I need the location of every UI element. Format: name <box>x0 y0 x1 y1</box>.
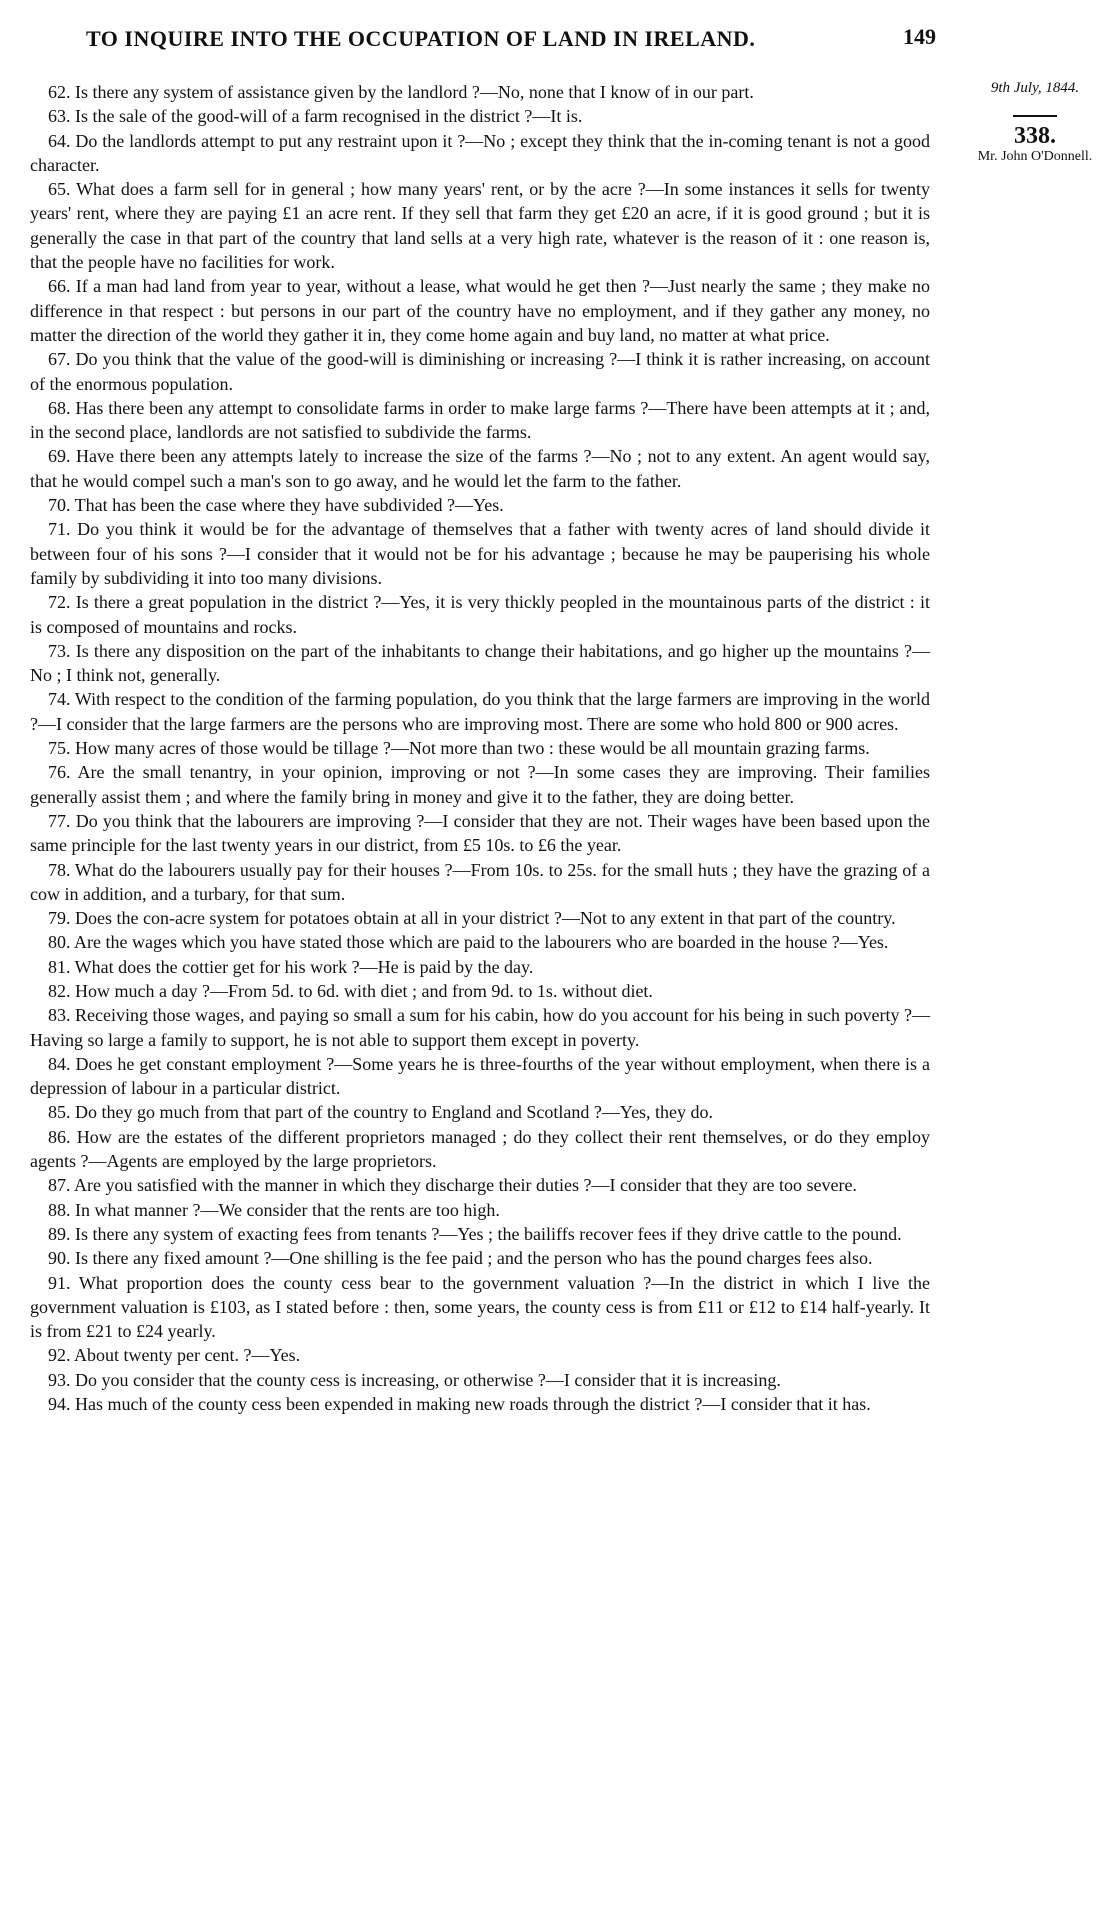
testimony-paragraph: 82. How much a day ?—From 5d. to 6d. with diet ; and from 9d. to 1s. without diet. <box>48 980 653 1001</box>
testimony-paragraph: 66. If a man had land from year to year, without a lease, what would he get then ?—Just nearly the same ; they make no difference in that respect : but persons in our part of the country have no employment, and if they gather any money, no matter the direction of the world they gather it in, they come home again and buy land, no matter at what price. <box>30 276 930 345</box>
margin-rule <box>1013 115 1057 117</box>
testimony-paragraph: 94. Has much of the county cess been expended in making new roads through the district ?—I consider that it has. <box>48 1394 871 1415</box>
margin-note <box>950 80 1120 165</box>
testimony-paragraph: 81. What does the cottier get for his work ?—He is paid by the day. <box>48 956 534 977</box>
testimony-paragraph: 89. Is there any system of exacting fees from tenants ?—Yes ; the bailiffs recover fees if they drive cattle to the pound. <box>48 1223 902 1244</box>
testimony-paragraph: 88. In what manner ?—We consider that the rents are too high. <box>48 1199 500 1220</box>
testimony-paragraph: 71. Do you think it would be for the advantage of themselves that a father with twenty acres of land should divide it between four of his sons ?—I consider that it would not be for his advantage ; because he may be pauperising his whole family by subdividing it into too many divisions. <box>30 519 930 588</box>
testimony-paragraph: 84. Does he get constant employment ?—Some years he is three-fourths of the year without employment, when there is a depression of labour in a particular district. <box>30 1053 930 1099</box>
page-number: 149 <box>903 24 936 49</box>
testimony-paragraph: 86. How are the estates of the different proprietors managed ; do they collect their rent themselves, or do they employ agents ?—Agents are employed by the large proprietors. <box>30 1126 930 1172</box>
testimony-paragraph: 78. What do the labourers usually pay for their houses ?—From 10s. to 25s. for the small huts ; they have the grazing of a cow in addition, and a turbary, for that sum. <box>30 859 930 904</box>
testimony-paragraph: 85. Do they go much from that part of the country to England and Scotland ?—Yes, they do. <box>48 1102 714 1123</box>
testimony-paragraph: 70. That has been the case where they have subdivided ?—Yes. <box>48 495 504 516</box>
testimony-paragraph: 87. Are you satisfied with the manner in which they discharge their duties ?—I consider that they are too severe. <box>48 1175 857 1196</box>
testimony-paragraph: 62. Is there any system of assistance given by the landlord ?—No, none that I know of in our part. <box>48 82 754 102</box>
testimony-paragraph: 65. What does a farm sell for in general ; how many years' rent, or by the acre ?—In some instances it sells for twenty years' rent, where they are paying £1 an acre rent. If they sell that farm they get £20 an acre, if it is good ground ; but it is generally the case in that part of the country that land sells at a very high rate, whatever is the reason of it : one reason is, that the people have no facilities for work. <box>30 179 930 273</box>
testimony-paragraph: 93. Do you consider that the county cess is increasing, or otherwise ?—I consider that it is increasing. <box>48 1369 781 1390</box>
testimony-paragraph: 67. Do you think that the value of the good-will is diminishing or increasing ?—I think it is rather increasing, on account of the enormous population. <box>30 349 930 394</box>
testimony-paragraph: 80. Are the wages which you have stated those which are paid to the labourers who are boarded in the house ?—Yes. <box>48 932 889 953</box>
testimony-paragraph: 68. Has there been any attempt to consolidate farms in order to make large farms ?—There have been attempts at it ; and, in the second place, landlords are not satisfied to subdivide the farms. <box>30 397 930 443</box>
testimony-paragraph: 69. Have there been any attempts lately to increase the size of the farms ?—No ; not to any extent. An agent would say, that he would compel such a man's son to go away, and he would let the farm to the father. <box>30 446 930 491</box>
header-title: TO INQUIRE INTO THE OCCUPATION OF LAND IN IRELAND. <box>86 26 756 51</box>
testimony-paragraph: 91. What proportion does the county cess bear to the government valuation ?—In the district in which I live the government valuation is £103, as I stated before : then, some years, the county cess is from £11 or £12 to £14 half-yearly. It is from £21 to £24 yearly. <box>30 1272 930 1342</box>
testimony-paragraph: 90. Is there any fixed amount ?—One shilling is the fee paid ; and the person who has the pound charges fees also. <box>48 1248 873 1269</box>
testimony-paragraph: 92. About twenty per cent. ?—Yes. <box>48 1345 301 1366</box>
witness-number: 338. <box>1014 123 1056 149</box>
testimony-paragraph: 73. Is there any disposition on the part of the inhabitants to change their habitations, and go higher up the mountains ?—No ; I think not, generally. <box>30 640 930 686</box>
testimony-paragraph: 77. Do you think that the labourers are improving ?—I consider that they are not. Their wages have been based upon the same principle for the last twenty years in our district, from £5 10s. to £6 the year. <box>30 810 930 856</box>
testimony-paragraph: 76. Are the small tenantry, in your opinion, improving or not ?—In some cases they are improving. Their families generally assist them ; and where the family bring in money and give it to the father, they are doing better. <box>30 762 930 807</box>
margin-date: 9th July, 1844. <box>990 80 1080 96</box>
testimony-paragraph: 79. Does the con-acre system for potatoes obtain at all in your district ?—Not to any extent in that part of the country. <box>48 908 896 929</box>
testimony-paragraph: 74. With respect to the condition of the farming population, do you think that the large farmers are improving in the world ?—I consider that the large farmers are the persons who are improving most. There are some who hold 800 or 900 acres. <box>30 689 930 734</box>
witness-name: Mr. John O'Donnell. <box>977 149 1093 164</box>
testimony-paragraph: 64. Do the landlords attempt to put any restraint upon it ?—No ; except they think that the in-coming tenant is not a good character. <box>30 130 930 175</box>
testimony-paragraph: 75. How many acres of those would be tillage ?—Not more than two : these would be all mountain grazing farms. <box>48 738 870 759</box>
testimony-paragraph: 72. Is there a great population in the district ?—Yes, it is very thickly peopled in the mountainous parts of the district : it is composed of mountains and rocks. <box>30 592 930 637</box>
testimony-paragraph: 83. Receiving those wages, and paying so small a sum for his cabin, how do you account for his being in such poverty ?—Having so large a family to support, he is not able to support them except in poverty. <box>30 1005 930 1050</box>
body-text <box>30 80 930 1416</box>
testimony-paragraph: 63. Is the sale of the good-will of a farm recognised in the district ?—It is. <box>48 106 583 127</box>
running-header <box>86 22 936 58</box>
